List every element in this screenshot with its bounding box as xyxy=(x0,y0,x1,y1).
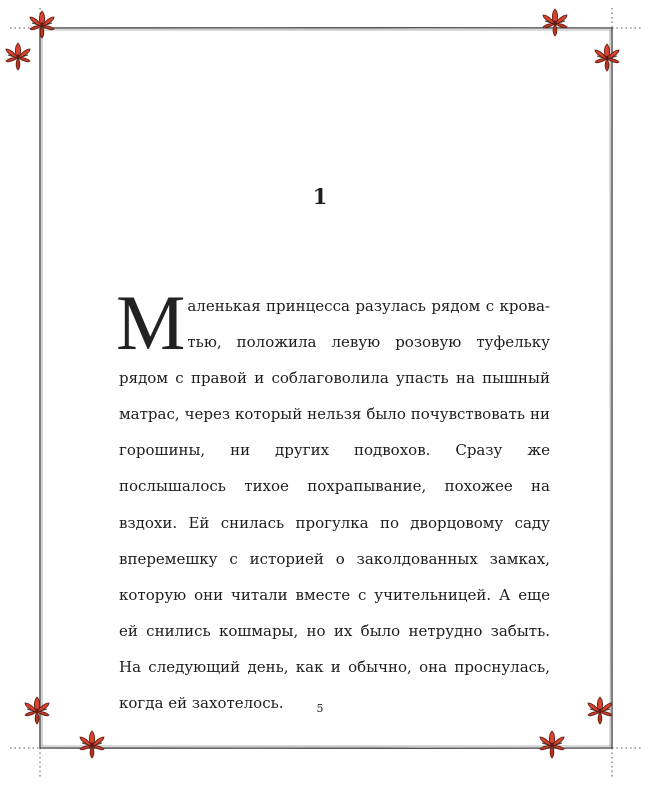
flower-icon xyxy=(543,9,567,36)
flower-icon xyxy=(6,43,30,70)
flower-icon xyxy=(80,731,104,758)
page-number: 5 xyxy=(316,702,324,715)
flower-icon xyxy=(30,11,54,38)
flower-icon xyxy=(540,731,564,758)
chapter-paragraph xyxy=(116,279,550,721)
chapter-number: 1 xyxy=(312,184,328,209)
drop-cap: М xyxy=(116,279,186,366)
flower-icon xyxy=(595,44,619,71)
paragraph-text: аленькая принцесса разулась рядом с кроватью, положила левую розовую туфельку рядом с правой и соблаговолила упасть на пышный матрас, через который нельзя было почувствовать ни горошины, ни других подвохов. Сразу же послышалось тихое похрапывание, похожее на вздохи. Ей снилась прогулка по дворцовому саду вперемешку с историей о заколдованных замках, которую они читали вместе с учительницей. А еще ей снились кошмары, но их было нетрудно забыть. На следующий день, как и обычно, она проснулась, когда ей захотелось. xyxy=(119,297,550,713)
